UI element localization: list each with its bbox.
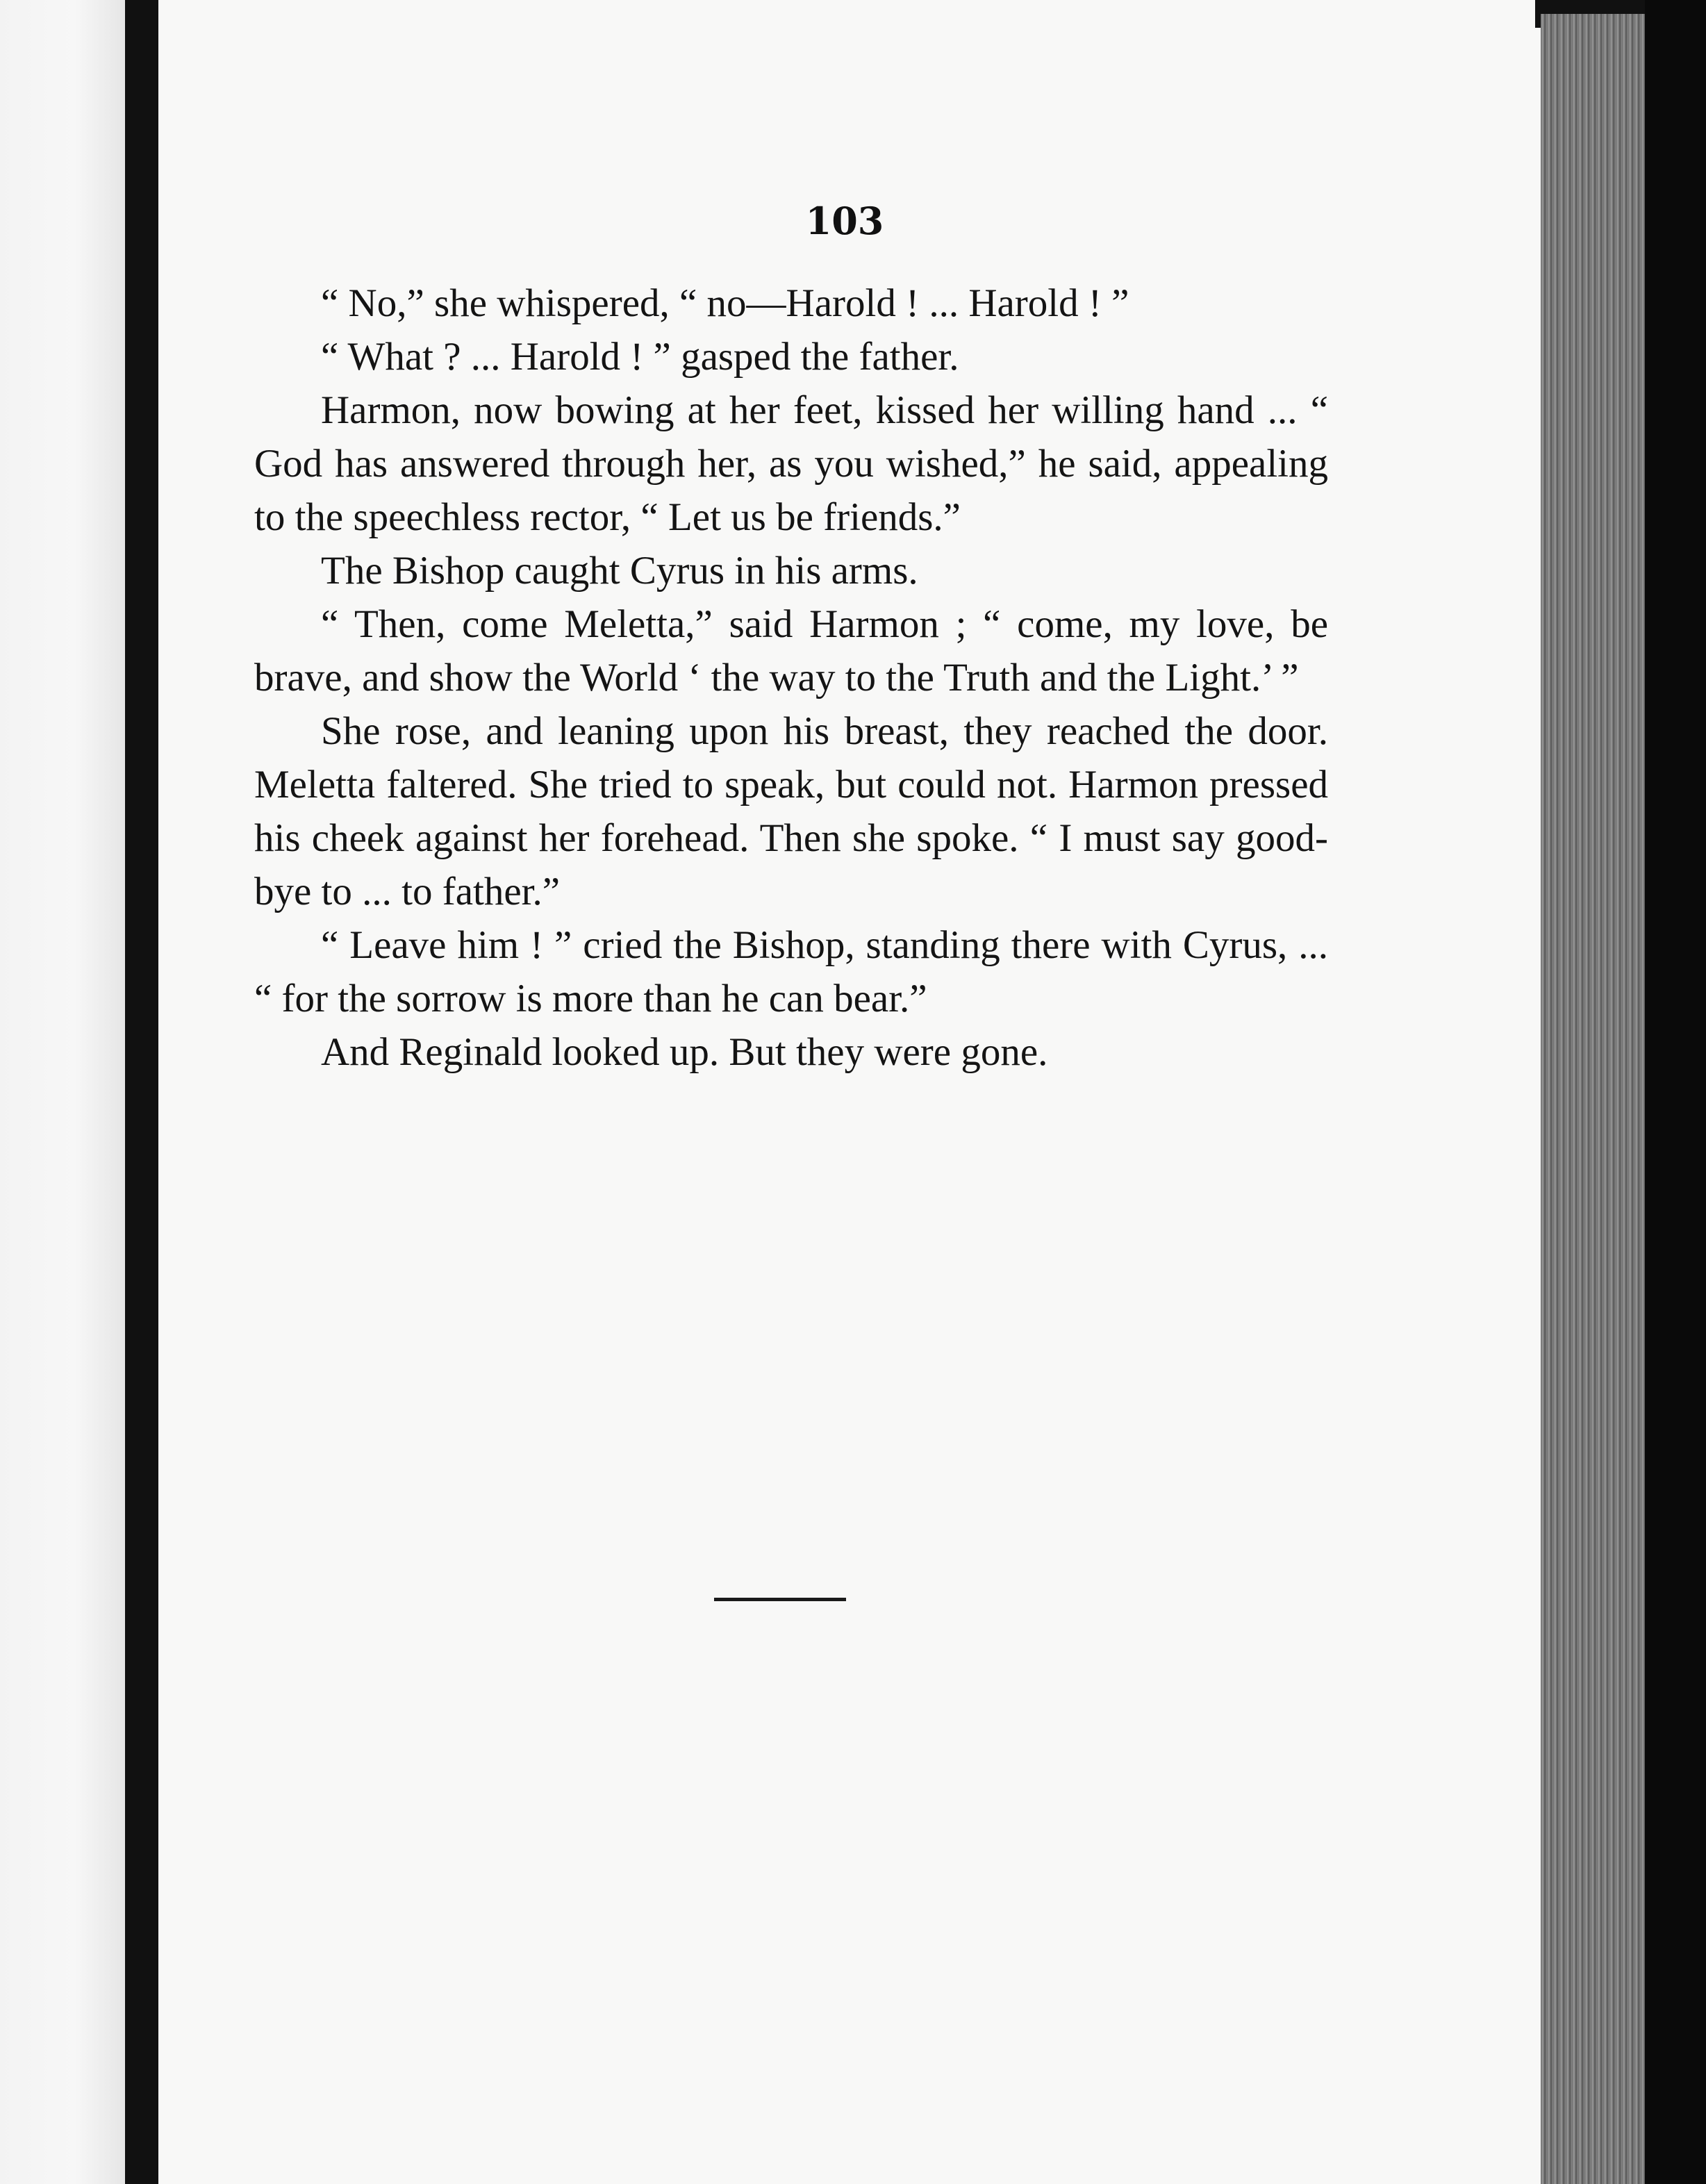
paragraph: The Bishop caught Cyrus in his arms. <box>321 549 918 593</box>
stacked-page-edges <box>1541 14 1645 2184</box>
section-end-rule <box>714 1598 846 1601</box>
facing-page-edge <box>0 0 125 2184</box>
paragraph: “ No,” she whispered, “ no—Harold ! ... Harold ! ” <box>321 281 1129 325</box>
paragraph: “ What ? ... Harold ! ” gasped the father. <box>321 335 959 379</box>
paragraph: “ Leave him ! ” cried the Bishop, standing there with Cyrus, ... “ for the sorrow is more than he can bear.” <box>254 923 1328 1020</box>
book-gutter <box>125 0 158 2184</box>
paragraph: “ Then, come Meletta,” said Harmon ; “ come, my love, be brave, and show the World ‘ the way to the Truth and the Light.’ ” <box>254 602 1328 700</box>
scan-border-right <box>1645 0 1706 2184</box>
paragraph: And Reginald looked up. But they were gone. <box>321 1030 1048 1074</box>
page-number <box>0 199 1706 243</box>
body-text <box>254 276 1328 1079</box>
page-number-text: 103 <box>805 199 884 243</box>
paragraph: She rose, and leaning upon his breast, they reached the door. Meletta faltered. She tried to speak, but could not. Harmon pressed his cheek against her forehead. Then she spoke. “ I must say good-bye to ... to father.” <box>254 709 1328 913</box>
paragraph: Harmon, now bowing at her feet, kissed her willing hand ... “ God has answered through her, as you wished,” he said, appealing to the speechless rector, “ Let us be friends.” <box>254 388 1328 539</box>
